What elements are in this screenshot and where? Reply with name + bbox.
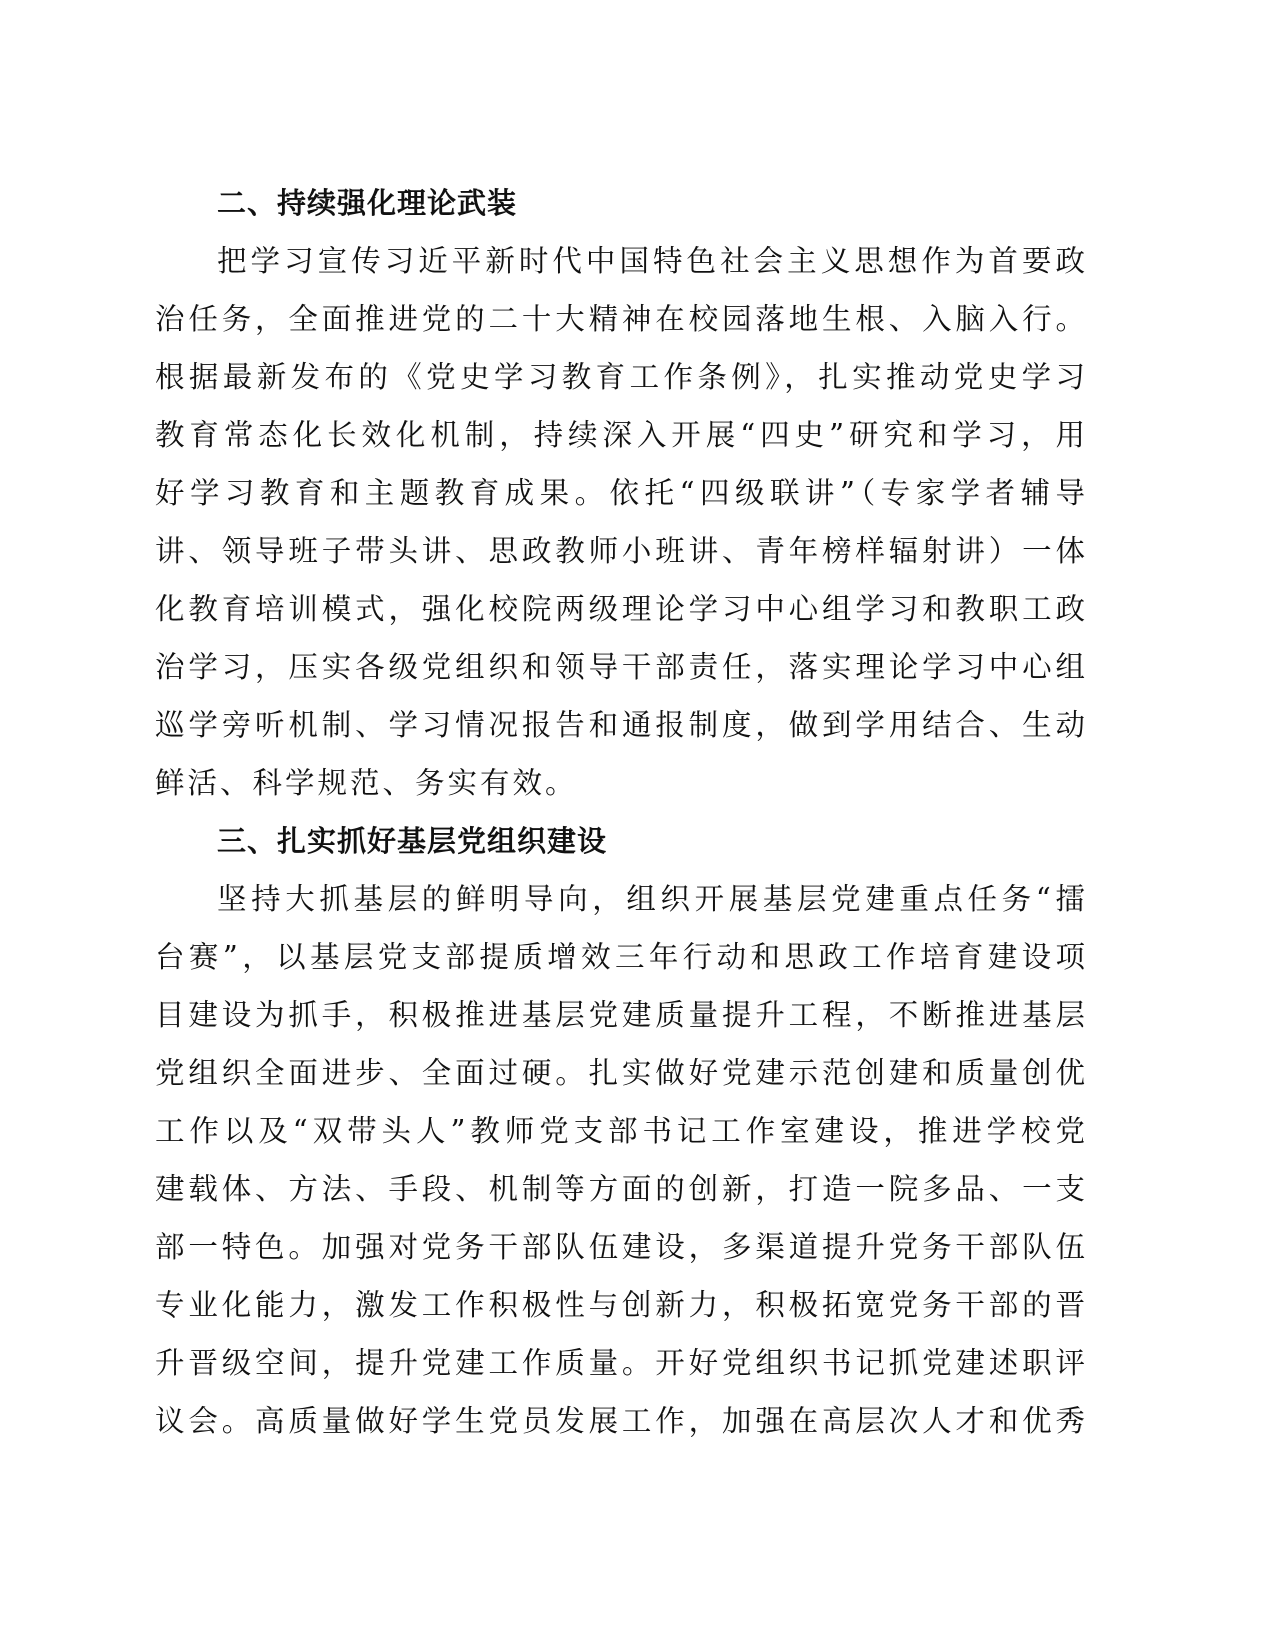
section-heading-theory: 二、持续强化理论武装	[217, 186, 518, 220]
document-body	[155, 174, 1085, 1450]
text-line: 巡学旁听机制、学习情况报告和通报制度，做到学用结合、生动	[155, 708, 1085, 742]
text-line: 工作以及“双带头人”教师党支部书记工作室建设，推进学校党	[155, 1114, 1085, 1148]
text-line: 台赛”，以基层党支部提质增效三年行动和思政工作培育建设项	[155, 940, 1085, 974]
text-line: 议会。高质量做好学生党员发展工作，加强在高层次人才和优秀	[155, 1404, 1085, 1438]
text-line: 党组织全面进步、全面过硬。扎实做好党建示范创建和质量创优	[155, 1056, 1085, 1090]
text-line: 好学习教育和主题教育成果。依托“四级联讲”（专家学者辅导	[155, 476, 1085, 510]
text-line: 建载体、方法、手段、机制等方面的创新，打造一院多品、一支	[155, 1172, 1085, 1206]
text-line: 根据最新发布的《党史学习教育工作条例》，扎实推动党史学习	[155, 360, 1085, 394]
text-line: 治任务，全面推进党的二十大精神在校园落地生根、入脑入行。	[155, 302, 1085, 336]
section-heading-grassroots: 三、扎实抓好基层党组织建设	[217, 824, 608, 858]
text-line: 讲、领导班子带头讲、思政教师小班讲、青年榜样辐射讲）一体	[155, 534, 1085, 568]
text-line: 教育常态化长效化机制，持续深入开展“四史”研究和学习，用	[155, 418, 1085, 452]
text-line: 升晋级空间，提升党建工作质量。开好党组织书记抓党建述职评	[155, 1346, 1085, 1380]
paragraph-theory	[155, 232, 1085, 812]
text-line: 目建设为抓手，积极推进基层党建质量提升工程，不断推进基层	[155, 998, 1085, 1032]
text-line: 治学习，压实各级党组织和领导干部责任，落实理论学习中心组	[155, 650, 1085, 684]
text-line: 把学习宣传习近平新时代中国特色社会主义思想作为首要政	[217, 244, 1085, 278]
paragraph-grassroots	[155, 870, 1085, 1450]
text-line: 坚持大抓基层的鲜明导向，组织开展基层党建重点任务“擂	[217, 882, 1085, 916]
text-line: 专业化能力，激发工作积极性与创新力，积极拓宽党务干部的晋	[155, 1288, 1085, 1322]
text-line: 化教育培训模式，强化校院两级理论学习中心组学习和教职工政	[155, 592, 1085, 626]
text-line: 鲜活、科学规范、务实有效。	[155, 766, 578, 800]
text-line: 部一特色。加强对党务干部队伍建设，多渠道提升党务干部队伍	[155, 1230, 1085, 1264]
